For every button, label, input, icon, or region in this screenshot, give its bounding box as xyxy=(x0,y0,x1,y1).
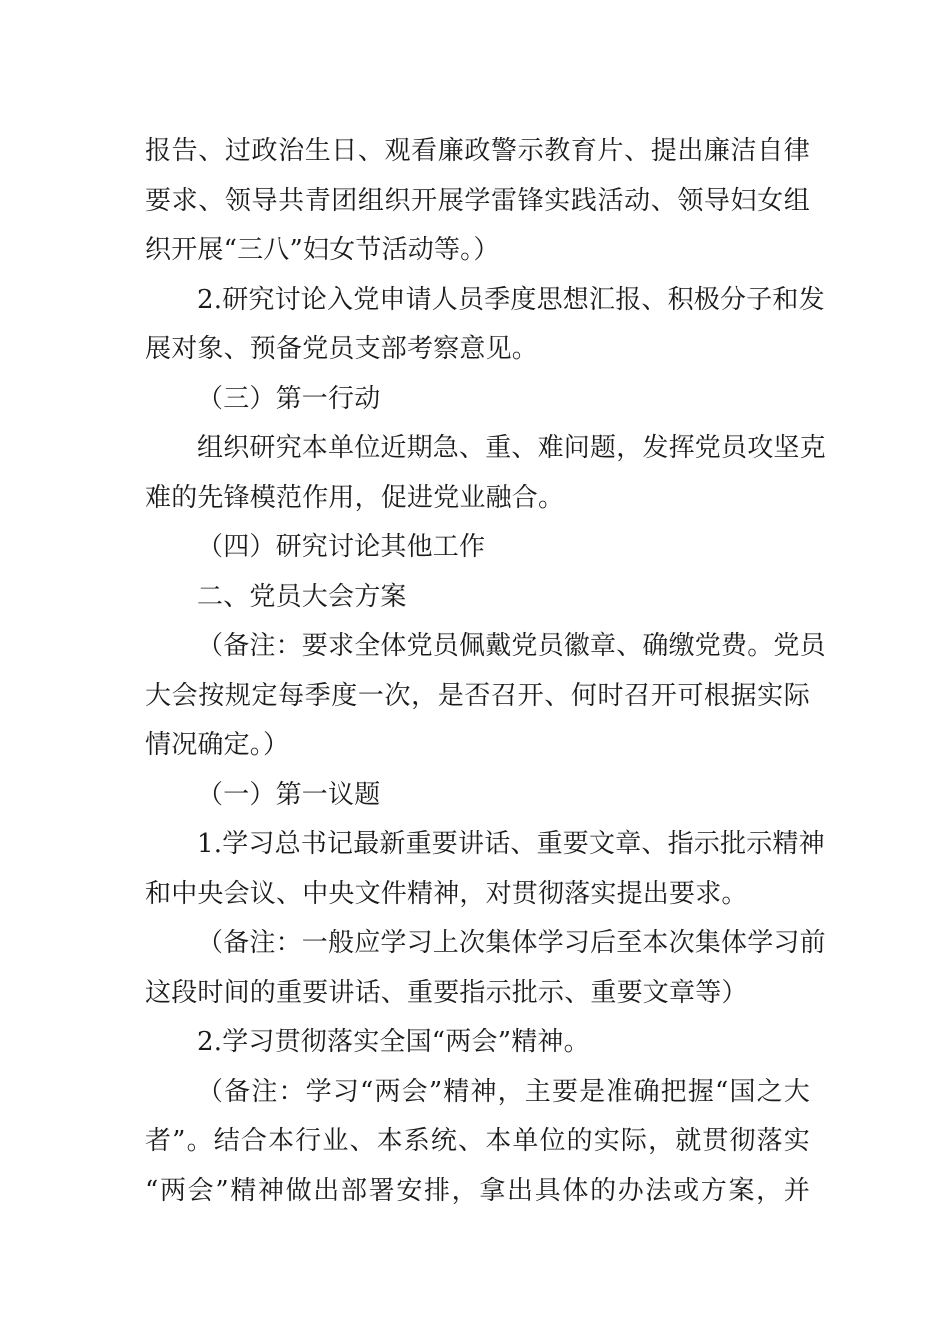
text-line: （四）研究讨论其他工作 xyxy=(197,532,486,562)
paragraph-p3 xyxy=(145,375,810,425)
paragraph-p8 xyxy=(145,771,810,821)
text-line: 1.学习总书记最新重要讲话、重要文章、指示批示精神 xyxy=(197,829,825,859)
text-line: 2.学习贯彻落实全国“两会”精神。 xyxy=(197,1027,590,1057)
paragraph-p2 xyxy=(145,276,825,375)
text-line: （备注：要求全体党员佩戴党员徽章、确缴党费。党员 xyxy=(197,631,826,661)
paragraph-p5 xyxy=(145,523,810,573)
text-line: 二、党员大会方案 xyxy=(197,581,407,612)
text-line: （备注：学习“两会”精神，主要是准确把握“国之大 xyxy=(197,1076,810,1107)
text-line: 组织研究本单位近期急、重、难问题，发挥党员攻坚克 xyxy=(197,433,826,463)
paragraph-p4 xyxy=(145,424,826,523)
paragraph-p11 xyxy=(145,1018,810,1068)
text-line: 和中央会议、中央文件精神，对贯彻落实提出要求。 xyxy=(145,878,748,909)
paragraph-p12 xyxy=(145,1068,810,1217)
paragraph-p1 xyxy=(145,127,810,276)
paragraph-p7 xyxy=(145,622,826,771)
text-line: 要求、领导共青团组织开展学雷锋实践活动、领导妇女组 xyxy=(145,185,810,216)
text-line: 大会按规定每季度一次，是否召开、何时召开可根据实际 xyxy=(145,680,810,711)
text-line: 情况确定。） xyxy=(145,730,290,760)
document-body xyxy=(145,127,826,1216)
text-line: 织开展“三八”妇女节活动等。） xyxy=(145,235,500,265)
text-line: 展对象、预备党员支部考察意见。 xyxy=(145,334,539,364)
text-line: “两会”精神做出部署安排，拿出具体的办法或方案，并 xyxy=(145,1175,810,1206)
paragraph-p9 xyxy=(145,820,825,919)
text-line: 报告、过政治生日、观看廉政警示教育片、提出廉洁自律 xyxy=(145,136,810,166)
text-line: 这段时间的重要讲话、重要指示批示、重要文章等） xyxy=(145,977,748,1008)
text-line: 2.研究讨论入党申请人员季度思想汇报、积极分子和发 xyxy=(197,284,825,315)
text-line: （备注：一般应学习上次集体学习后至本次集体学习前 xyxy=(197,928,826,958)
paragraph-p6 xyxy=(145,573,810,623)
text-line: （三）第一行动 xyxy=(197,383,381,414)
paragraph-p10 xyxy=(145,919,826,1018)
text-line: （一）第一议题 xyxy=(197,779,381,810)
text-line: 者”。结合本行业、本系统、本单位的实际，就贯彻落实 xyxy=(145,1126,810,1156)
text-line: 难的先锋模范作用，促进党业融合。 xyxy=(145,482,565,513)
